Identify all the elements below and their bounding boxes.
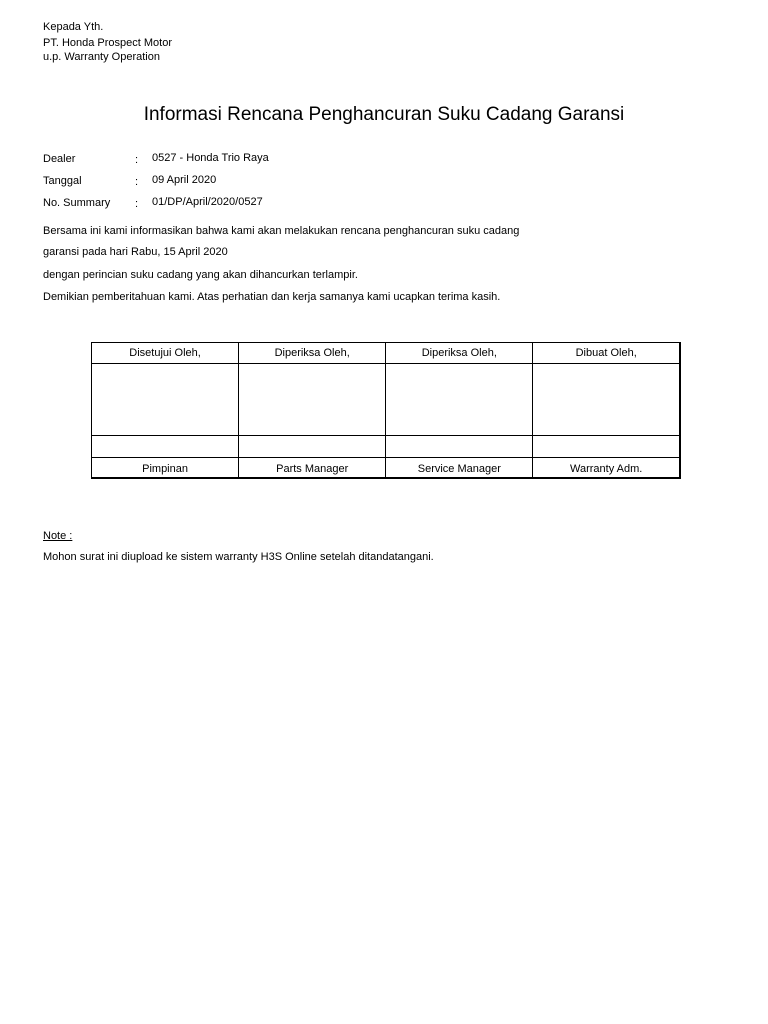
recipient-line-company: PT. Honda Prospect Motor <box>43 37 173 49</box>
checked-by-header-1: Diperiksa Oleh, <box>239 343 386 364</box>
dealer-label: Dealer <box>43 153 76 165</box>
summary-number-value: 01/DP/April/2020/0527 <box>152 196 263 208</box>
signature-name-cell <box>92 436 239 458</box>
date-label: Tanggal <box>43 175 82 187</box>
signature-table <box>91 342 681 479</box>
document-title: Informasi Rencana Penghancuran Suku Cadang Garansi <box>143 104 625 125</box>
date-colon: : <box>135 176 139 188</box>
signature-space-cell <box>533 364 680 436</box>
body-line-4: Demikian pemberitahuan kami. Atas perhatian dan kerja samanya kami ucapkan terima kasih. <box>43 291 501 303</box>
signature-name-cell <box>533 436 680 458</box>
signature-space-cell <box>386 364 533 436</box>
approved-by-header: Disetujui Oleh, <box>92 343 239 364</box>
signature-name-row <box>92 436 681 458</box>
body-line-1: Bersama ini kami informasikan bahwa kami akan melakukan rencana penghancuran suku cadang <box>43 225 520 237</box>
role-warranty-admin: Warranty Adm. <box>533 458 680 479</box>
body-line-3: dengan perincian suku cadang yang akan dihancurkan terlampir. <box>43 269 358 281</box>
signature-name-cell <box>239 436 386 458</box>
signature-space-row <box>92 364 681 436</box>
body-line-2: garansi pada hari Rabu, 15 April 2020 <box>43 246 228 258</box>
made-by-header: Dibuat Oleh, <box>533 343 680 364</box>
summary-number-label: No. Summary <box>43 197 111 209</box>
signature-role-row <box>92 458 681 479</box>
role-service-manager: Service Manager <box>386 458 533 479</box>
role-leader: Pimpinan <box>92 458 239 479</box>
role-parts-manager: Parts Manager <box>239 458 386 479</box>
dealer-value: 0527 - Honda Trio Raya <box>152 152 269 164</box>
note-text: Mohon surat ini diupload ke sistem warranty H3S Online setelah ditandatangani. <box>43 551 434 563</box>
signature-header-row <box>92 343 681 364</box>
checked-by-header-2: Diperiksa Oleh, <box>386 343 533 364</box>
note-label: Note : <box>43 530 73 542</box>
recipient-line-department: u.p. Warranty Operation <box>43 51 160 63</box>
dealer-colon: : <box>135 154 139 166</box>
signature-space-cell <box>92 364 239 436</box>
date-value: 09 April 2020 <box>152 174 217 186</box>
signature-name-cell <box>386 436 533 458</box>
signature-space-cell <box>239 364 386 436</box>
summary-number-colon: : <box>135 198 139 210</box>
recipient-line-greeting: Kepada Yth. <box>43 21 104 33</box>
